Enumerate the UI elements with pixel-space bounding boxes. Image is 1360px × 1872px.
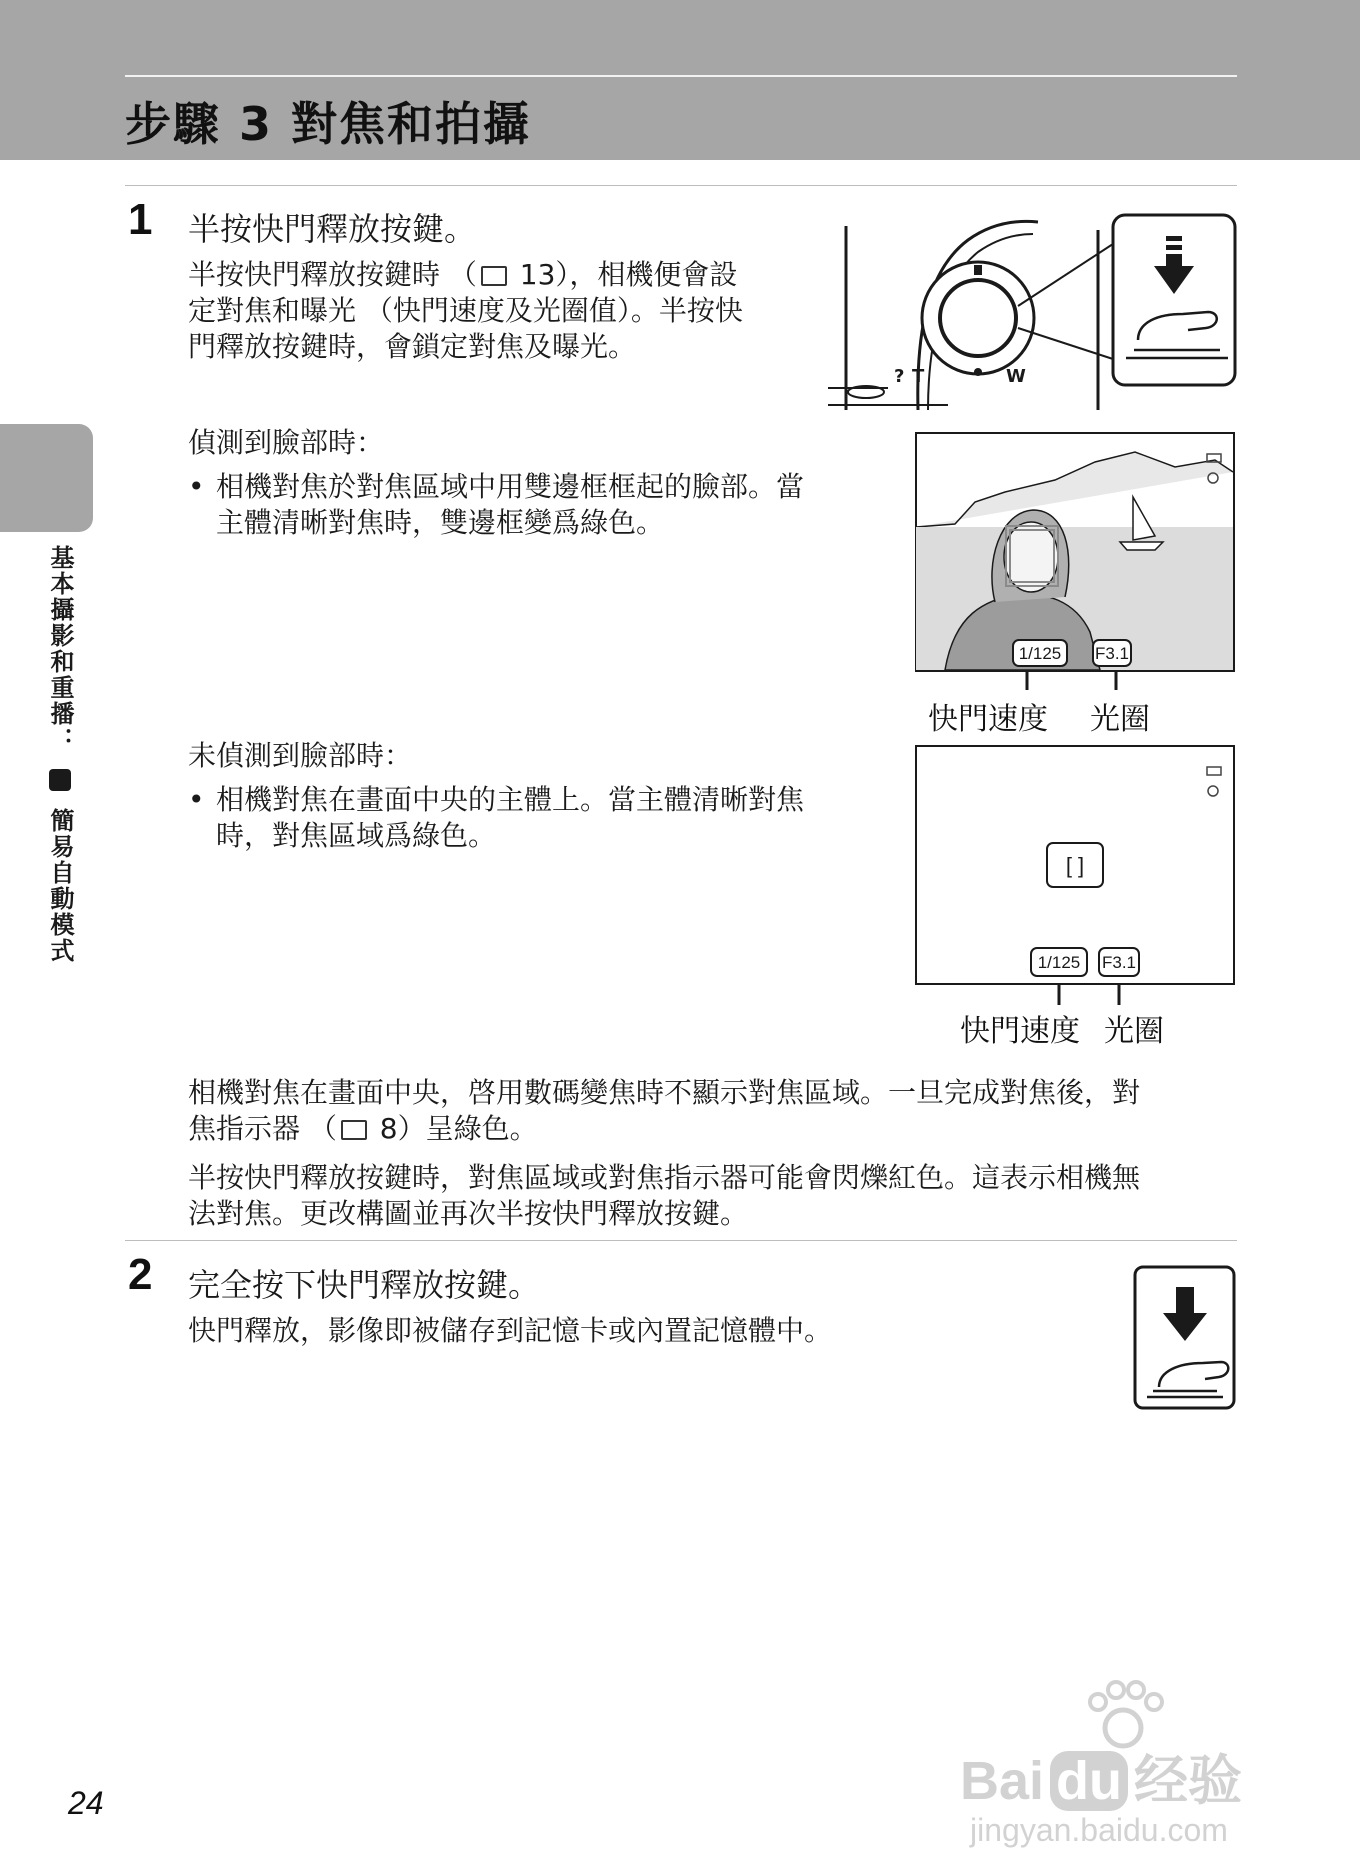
note1-line-1: 相機對焦在畫面中央，啓用數碼變焦時不顯示對焦區域。一旦完成對焦後，對 bbox=[188, 1076, 1141, 1109]
chapter-label-suffix: 簡易自動模式 bbox=[46, 807, 74, 964]
watermark-brand-c: 经验 bbox=[1134, 1751, 1243, 1811]
focus-area-bracket: [ ] bbox=[1065, 853, 1085, 878]
sailboat-icon bbox=[1120, 542, 1163, 550]
face-bullet bbox=[216, 469, 876, 541]
watermark-brand-b: du bbox=[1050, 1751, 1128, 1811]
section-divider bbox=[125, 185, 1237, 186]
shutter-speed-value: 1/125 bbox=[1037, 953, 1081, 972]
note1-line-2a: 焦指示器 （ bbox=[188, 1112, 337, 1145]
bullet-dot-2: • bbox=[188, 783, 205, 816]
intro-line-1b: 13），相機便會設 bbox=[510, 258, 738, 291]
shutter-release-button-icon bbox=[940, 280, 1016, 356]
note2-line-2: 法對焦。更改構圖並再次半按快門釋放按鍵。 bbox=[188, 1197, 749, 1230]
noface-bullet bbox=[216, 782, 876, 854]
intro-line-1a: 半按快門釋放按鍵時 （ bbox=[188, 258, 477, 291]
chapter-label-prefix: 基本攝影和重播： bbox=[46, 545, 74, 753]
aperture-value: F3.1 bbox=[1101, 953, 1137, 972]
step-1-title: 半按快門釋放按鍵。 bbox=[188, 210, 477, 248]
face-bullet-line-2: 主體清晰對焦時，雙邊框變爲綠色。 bbox=[216, 506, 665, 539]
monitor-face-detected bbox=[915, 432, 1235, 672]
note-digital-zoom bbox=[188, 1075, 1248, 1147]
note-focus-fail bbox=[188, 1160, 1248, 1232]
aperture-caption-1: 光圈 bbox=[1090, 702, 1150, 737]
auto-mode-camera-icon bbox=[49, 769, 71, 791]
monitor-no-face bbox=[915, 745, 1235, 985]
baidu-jingyan-watermark bbox=[960, 1680, 1280, 1860]
zoom-t-label: T bbox=[912, 366, 925, 387]
aperture-value: F3.1 bbox=[1094, 644, 1130, 663]
shutter-speed-caption-2: 快門速度 bbox=[960, 1014, 1080, 1049]
noface-bullet-line-2: 時，對焦區域爲綠色。 bbox=[216, 819, 497, 852]
header-rule bbox=[125, 75, 1237, 77]
step-number-1: 1 bbox=[128, 195, 153, 244]
intro-line-3: 門釋放按鍵時，會鎖定對焦及曝光。 bbox=[188, 330, 637, 363]
aperture-caption-2: 光圈 bbox=[1104, 1014, 1164, 1049]
step-1-intro bbox=[188, 257, 808, 365]
shutter-speed-caption-1: 快門速度 bbox=[928, 702, 1048, 737]
noface-bullet-line-1: 相機對焦在畫面中央的主體上。當主體清晰對焦 bbox=[216, 783, 805, 816]
bullet-dot-1: • bbox=[188, 470, 205, 503]
chapter-label bbox=[46, 545, 74, 964]
watermark-url: jingyan.baidu.com bbox=[970, 1812, 1228, 1848]
book-icon bbox=[341, 1120, 367, 1140]
note1-line-2b: 8）呈綠色。 bbox=[370, 1112, 538, 1145]
page-title: 步驟 3 對焦和拍攝 bbox=[125, 97, 532, 151]
chapter-tab bbox=[0, 424, 93, 532]
step-number-2: 2 bbox=[128, 1250, 153, 1299]
full-press-illustration bbox=[1133, 1265, 1236, 1410]
book-icon bbox=[481, 266, 507, 286]
face-heading: 偵測到臉部時： bbox=[188, 426, 385, 459]
step-2-text: 快門釋放，影像即被儲存到記憶卡或內置記憶體中。 bbox=[188, 1314, 833, 1347]
intro-line-2: 定對焦和曝光 （快門速度及光圈值）。半按快 bbox=[188, 294, 743, 327]
noface-heading: 未偵測到臉部時： bbox=[188, 739, 413, 772]
step-2-title: 完全按下快門釋放按鍵。 bbox=[188, 1266, 541, 1304]
note2-line-1: 半按快門釋放按鍵時，對焦區域或對焦指示器可能會閃爍紅色。這表示相機無 bbox=[188, 1161, 1141, 1194]
watermark-brand bbox=[960, 1738, 1242, 1815]
watermark-brand-a: Bai bbox=[960, 1751, 1045, 1811]
shutter-speed-value: 1/125 bbox=[1018, 644, 1062, 663]
section-divider bbox=[125, 1240, 1237, 1241]
page-number: 24 bbox=[68, 1785, 104, 1821]
help-label: ? bbox=[894, 366, 905, 387]
zoom-w-label: W bbox=[1006, 366, 1026, 387]
camera-top-illustration bbox=[828, 210, 1238, 425]
face-bullet-line-1: 相機對焦於對焦區域中用雙邊框框起的臉部。當 bbox=[216, 470, 805, 503]
